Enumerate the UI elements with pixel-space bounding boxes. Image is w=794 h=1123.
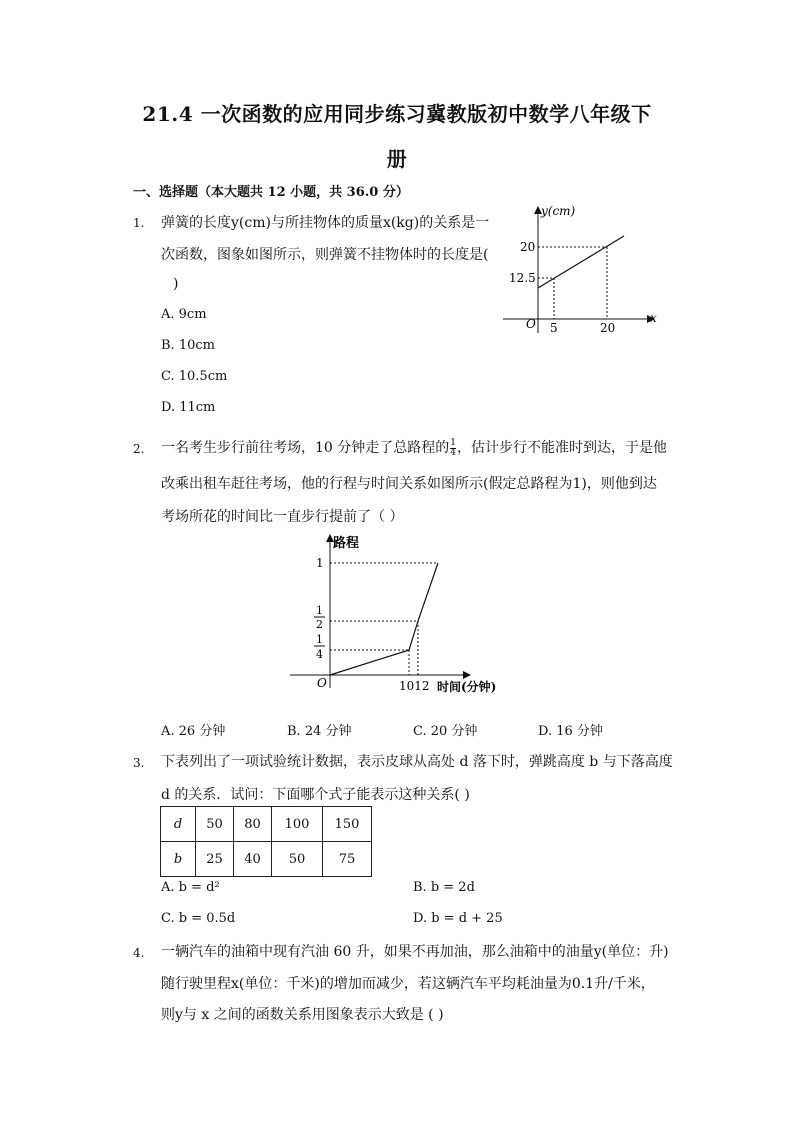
document-title-continued: 册	[386, 147, 408, 171]
table-cell: 75	[323, 842, 372, 877]
question-1-option-b[interactable]: B. 10cm	[161, 338, 215, 353]
question-1-line-1: 弹簧的长度y(cm)与所挂物体的质量x(kg)的关系是一	[161, 215, 490, 231]
q1-x-axis-label: x	[650, 311, 657, 325]
q2-x-ticks-label: 1012	[399, 679, 430, 693]
question-1-number: 1.	[133, 216, 145, 230]
q1-x-tick-5: 5	[550, 321, 558, 335]
q2-y-tick-quarter-den: 4	[316, 648, 323, 661]
table-cell: 80	[234, 807, 272, 842]
table-cell: d	[161, 807, 196, 842]
q1-y-axis-label: y(cm)	[541, 204, 576, 218]
question-2-graph	[285, 530, 520, 700]
question-4-line-2: 随行驶里程x(单位：千米)的增加而减少，若这辆汽车平均耗油量为0.1升/千米，	[161, 976, 655, 992]
table-cell: 150	[323, 807, 372, 842]
q1-function-line	[538, 236, 624, 288]
q2-origin-label: O	[317, 676, 327, 690]
q2-y-tick-half-num: 1	[316, 604, 323, 617]
q1-y-tick-12-5: 12.5	[509, 271, 536, 285]
q1-origin-label: O	[526, 317, 536, 331]
question-3-option-d[interactable]: D. b = d + 25	[413, 911, 503, 926]
q2-y-tick-1: 1	[316, 556, 324, 570]
question-1-option-a[interactable]: A. 9cm	[161, 307, 207, 322]
question-3-line-1: 下表列出了一项试验统计数据，表示皮球从高处 d 落下时，弹跳高度 b 与下落高度	[161, 754, 673, 770]
table-cell: b	[161, 842, 196, 877]
question-2-line-1	[161, 437, 667, 458]
table-row	[161, 807, 372, 842]
q1-x-tick-20: 20	[600, 321, 616, 335]
question-1-option-c[interactable]: C. 10.5cm	[161, 369, 228, 384]
question-4-line-3: 则y与 x 之间的函数关系用图象表示大致是 ( )	[161, 1007, 444, 1023]
question-1-line-2: 次函数，图象如图所示，则弹簧不挂物体时的长度是(	[161, 247, 489, 263]
section-heading: 一、选择题（本大题共 12 小题，共 36.0 分）	[133, 185, 409, 200]
table-cell: 50	[272, 842, 323, 877]
question-2-option-a[interactable]: A. 26 分钟	[161, 724, 226, 739]
q2-y-tick-quarter-num: 1	[316, 633, 323, 646]
question-3-line-2: d 的关系．试问：下面哪个式子能表示这种关系( )	[161, 787, 470, 803]
document-title: 21.4 一次函数的应用同步练习冀教版初中数学八年级下	[142, 102, 652, 126]
question-1-line-3: )	[173, 276, 179, 292]
question-3-option-a[interactable]: A. b = d²	[161, 880, 220, 895]
question-3-option-c[interactable]: C. b = 0.5d	[161, 911, 236, 926]
table-row	[161, 842, 372, 877]
q2-y-tick-half-den: 2	[316, 618, 323, 631]
data-table	[160, 806, 372, 877]
question-2-option-d[interactable]: D. 16 分钟	[538, 724, 603, 739]
question-2-line-1-start: 一名考生步行前往考场，10 分钟走了总路程的	[161, 440, 450, 456]
table-cell: 25	[196, 842, 234, 877]
question-2-line-3: 考场所花的时间比一直步行提前了（ ）	[161, 509, 404, 525]
question-1-graph	[495, 200, 665, 340]
q1-y-tick-20: 20	[520, 240, 536, 254]
question-2-option-b[interactable]: B. 24 分钟	[287, 724, 352, 739]
question-4-line-1: 一辆汽车的油箱中现有汽油 60 升，如果不再加油，那么油箱中的油量y(单位：升)	[161, 944, 669, 960]
fraction-one-quarter: $\frac{1}{4}$	[450, 437, 456, 458]
question-2-line-2: 改乘出租车赶往考场，他的行程与时间关系如图所示(假定总路程为1)，则他到达	[161, 476, 657, 492]
question-2-option-c[interactable]: C. 20 分钟	[413, 724, 478, 739]
question-1-option-d[interactable]: D. 11cm	[161, 400, 216, 415]
question-3-number: 3.	[133, 756, 145, 770]
question-2-line-1-end: ，估计步行不能准时到达，于是他	[457, 440, 667, 456]
table-cell: 40	[234, 842, 272, 877]
question-4-number: 4.	[133, 946, 145, 960]
q2-y-axis-label: 路程	[333, 536, 360, 551]
question-3-option-b[interactable]: B. b = 2d	[413, 880, 475, 895]
q2-distance-line	[330, 563, 438, 675]
table-cell: 50	[196, 807, 234, 842]
question-2-number: 2.	[133, 442, 145, 456]
table-cell: 100	[272, 807, 323, 842]
q2-x-axis-label: 时间(分钟)	[437, 680, 497, 694]
